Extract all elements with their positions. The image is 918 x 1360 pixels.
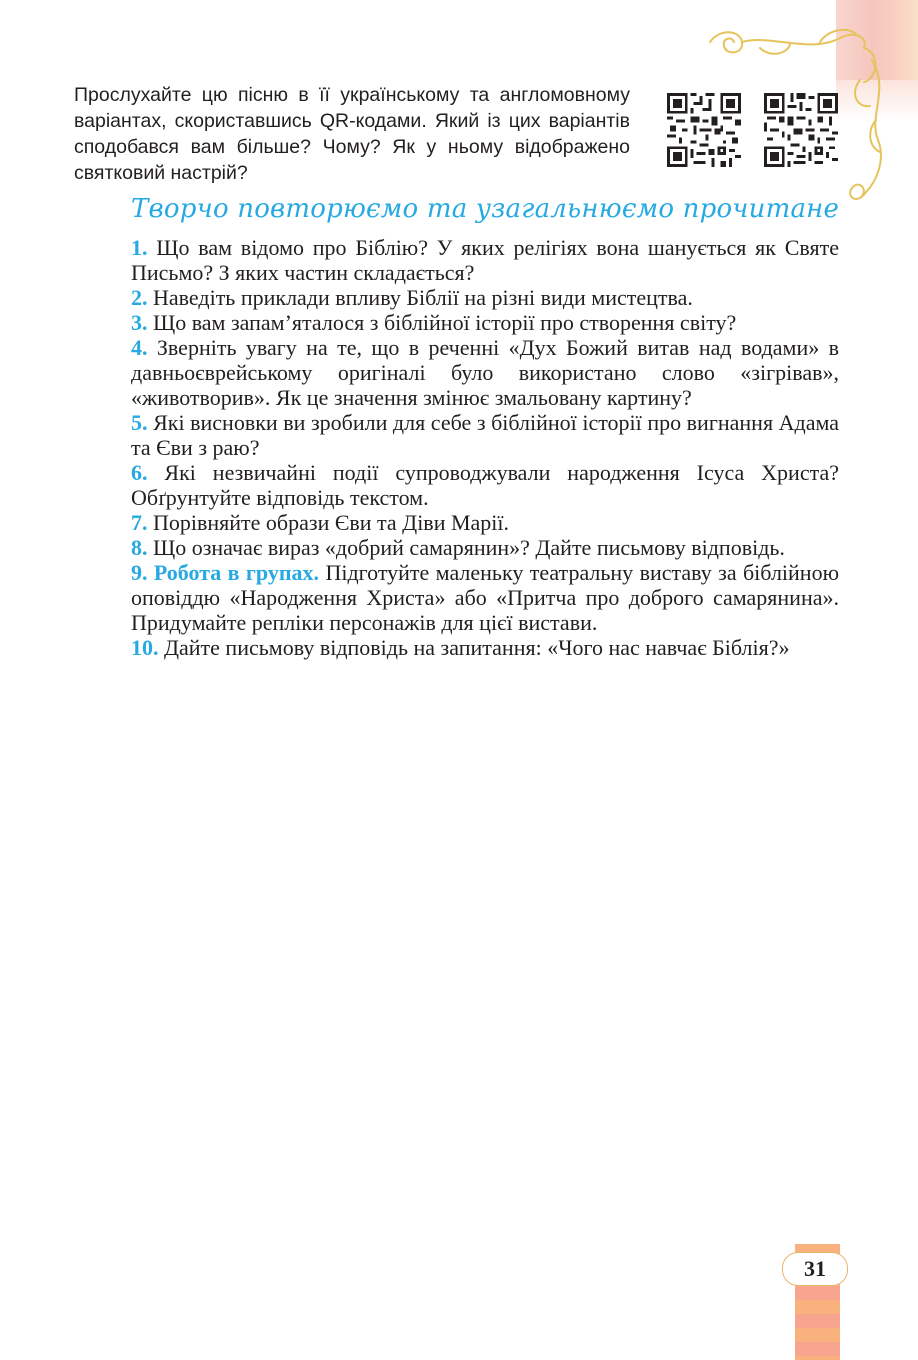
question-item xyxy=(131,410,839,460)
qr-intro-paragraph: Прослухайте цю пісню в її українському та англомовному варіантах, скориставшись QR-кодами. Який із цих варіантів сподобався вам більше? Чому? Як у ньому відображено святковий настрій? xyxy=(74,84,630,184)
question-item xyxy=(131,335,839,410)
question-number: 1. xyxy=(131,235,148,260)
question-item xyxy=(131,635,839,660)
question-text: Порівняйте образи Єви та Діви Марії. xyxy=(153,510,510,535)
question-text: Що означає вираз «добрий самарянин»? Дайте письмову відповідь. xyxy=(153,535,785,560)
qr-code-icon[interactable] xyxy=(667,93,741,167)
question-text: Наведіть приклади впливу Біблії на різні види мистецтва. xyxy=(153,285,693,310)
question-item xyxy=(131,285,839,310)
section-heading: Творчо повторюємо та узагальнюємо прочитане xyxy=(131,194,840,224)
question-number: 4. xyxy=(131,335,148,360)
question-number: 2. xyxy=(131,285,148,310)
question-number: 3. xyxy=(131,310,148,335)
question-number: 8. xyxy=(131,535,148,560)
question-number: 6. xyxy=(131,460,148,485)
question-text: Підготуйте маленьку театральну виставу за біблійною оповіддю «Народження Христа» або «Притча про доброго самарянина». Придумайте репліки персонажів для цієї вистави. xyxy=(131,560,840,635)
question-number: 5. xyxy=(131,410,148,435)
question-item xyxy=(131,460,839,510)
question-item xyxy=(131,235,839,285)
question-number: 9. xyxy=(131,560,148,585)
question-item xyxy=(131,510,839,535)
question-text: Дайте письмову відповідь на запитання: «Чого нас навчає Біблія?» xyxy=(164,635,790,660)
question-label: Робота в групах. xyxy=(153,560,320,585)
question-text: Які висновки ви зробили для себе з біблійної історії про вигнання Адама та Єви з раю? xyxy=(131,410,840,460)
question-item xyxy=(131,310,839,335)
question-text: Що вам запам’яталося з біблійної історії про створення світу? xyxy=(153,310,737,335)
questions-list xyxy=(131,235,839,660)
question-item xyxy=(131,560,839,635)
page-number: 31 xyxy=(782,1252,848,1286)
question-number: 7. xyxy=(131,510,148,535)
question-text: Що вам відомо про Біблію? У яких релігіях вона шанується як Святе Письмо? З яких частин складається? xyxy=(131,235,840,285)
question-number: 10. xyxy=(131,635,159,660)
question-item xyxy=(131,535,839,560)
question-text: Які незвичайні події супроводжували народження Ісуса Христа? Обґрунтуйте відповідь текстом. xyxy=(131,460,840,510)
qr-code-icon[interactable] xyxy=(764,93,838,167)
question-text: Зверніть увагу на те, що в реченні «Дух Божий витав над водами» в давньоєврейському оригіналі було використано слово «зігрівав», «животворив». Як це значення змінює змальовану картину? xyxy=(131,335,840,410)
